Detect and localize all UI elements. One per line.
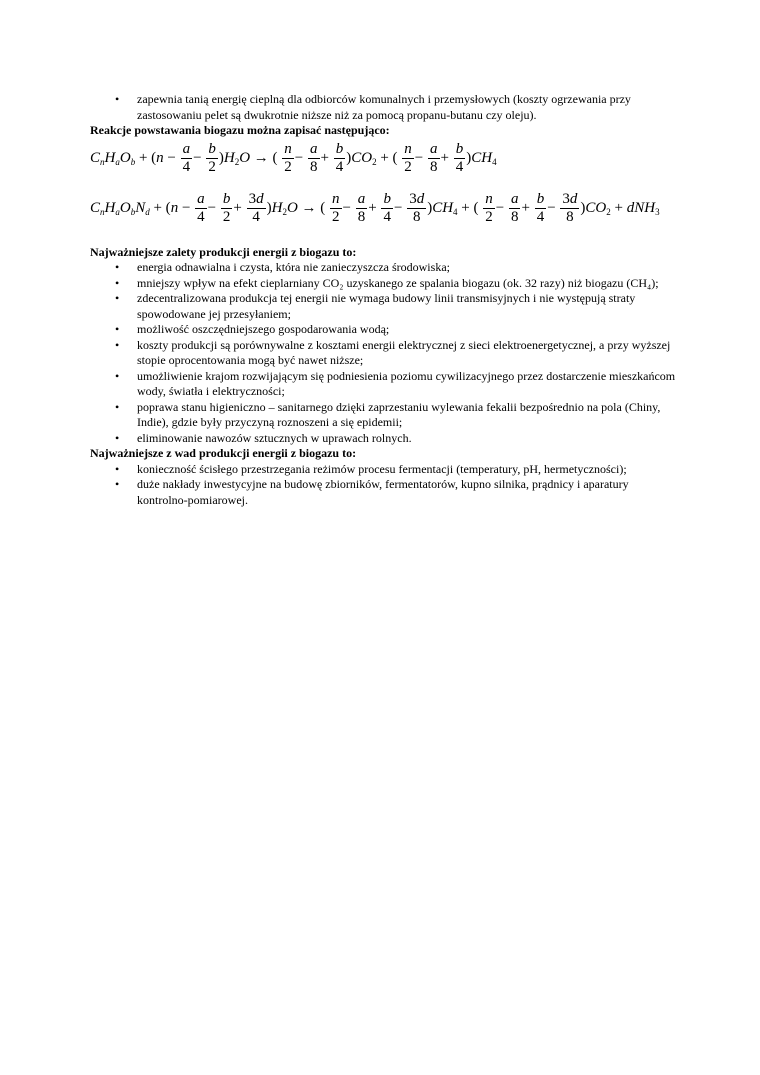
advantage-item: • poprawa stanu higieniczno – sanitarnego dzięki zaprzestaniu wylewania fekalii bezpośrednio na pola (Chiny, Indie), gdzie były przyczyną roznoszeni a się epidemii; bbox=[137, 400, 680, 431]
advantage-item: • energia odnawialna i czysta, która nie zanieczyszcza środowiska; bbox=[137, 260, 680, 276]
intro-bullet-list bbox=[90, 92, 680, 123]
disadvantage-item: • duże nakłady inwestycyjne na budowę zbiorników, fermentatorów, kupno silnika, prądnicy i aparatury kontrolno-pomiarowej. bbox=[137, 477, 680, 508]
reaction-equations bbox=[90, 141, 680, 239]
advantage-item: • eliminowanie nawozów sztucznych w uprawach rolnych. bbox=[137, 431, 680, 447]
advantage-item: • umożliwienie krajom rozwijającym się podniesienia poziomu cywilizacyjnego przez dostarczenie mieszkańcom wody, światła i elektryczności; bbox=[137, 369, 680, 400]
advantages-heading: Najważniejsze zalety produkcji energii z biogazu to: bbox=[90, 244, 357, 259]
reaction-equation-1: $C_nH_aO_b + (n$ − $\frac{a}{4}$ − $\frac{b}{2}$ )$H_2O$ → ( $\frac{n}{2}$ − $\frac{a}{8}$ + $\frac{b}{4}$ )$CO_2$ + ( $\frac{n}{2}$ − $\frac{a}{8}$ + $\frac{b}{4}$ )$CH_4$ bbox=[90, 140, 497, 175]
document-page bbox=[90, 92, 680, 508]
intro-bullet: • zapewnia tanią energię cieplną dla odbiorców komunalnych i przemysłowych (koszty ogrzewania przy zastosowaniu pelet są dwukrotnie niższe niż za pomocą propanu-butanu czy oleju). bbox=[137, 92, 680, 123]
reaction-equation-2: $C_nH_aO_bN_d + (n$ − $\frac{a}{4}$ − $\frac{b}{2}$ + $\frac{3d}{4}$ )$H_2O$ → ( $\frac{n}{2}$ − $\frac{a}{8}$ + $\frac{b}{4}$ − $\frac{3d}{8}$ )$CH_4$ + ( $\frac{n}{2}$ − $\frac{a}{8}$ + $\frac{b}{4}$ − $\frac{3d}{8}$ )$CO_2 + dNH_3$ bbox=[90, 190, 660, 225]
advantage-item: • mniejszy wpływ na efekt cieplarniany CO₂ uzyskanego ze spalania biogazu (ok. 32 razy) niż biogazu (CH₄); bbox=[137, 276, 680, 292]
disadvantages-heading: Najważniejsze z wad produkcji energii z biogazu to: bbox=[90, 446, 357, 460]
advantages-list bbox=[90, 260, 680, 446]
reactions-heading: Reakcje powstawania biogazu można zapisać następująco: bbox=[90, 123, 390, 137]
disadvantage-item: • konieczność ścisłego przestrzegania reżimów procesu fermentacji (temperatury, pH, hermetyczności); bbox=[137, 462, 680, 478]
advantage-item: • koszty produkcji są porównywalne z kosztami energii elektrycznej z sieci elektroenergetycznej, a przy wyższej stopie oprocentowania mogą być nawet niższe; bbox=[137, 338, 680, 369]
advantage-item: • zdecentralizowana produkcja tej energii nie wymaga budowy linii transmisyjnych i nie występują straty spowodowane jej przesyłaniem; bbox=[137, 291, 680, 322]
advantage-item: • możliwość oszczędniejszego gospodarowania wodą; bbox=[137, 322, 680, 338]
disadvantages-list bbox=[90, 462, 680, 509]
